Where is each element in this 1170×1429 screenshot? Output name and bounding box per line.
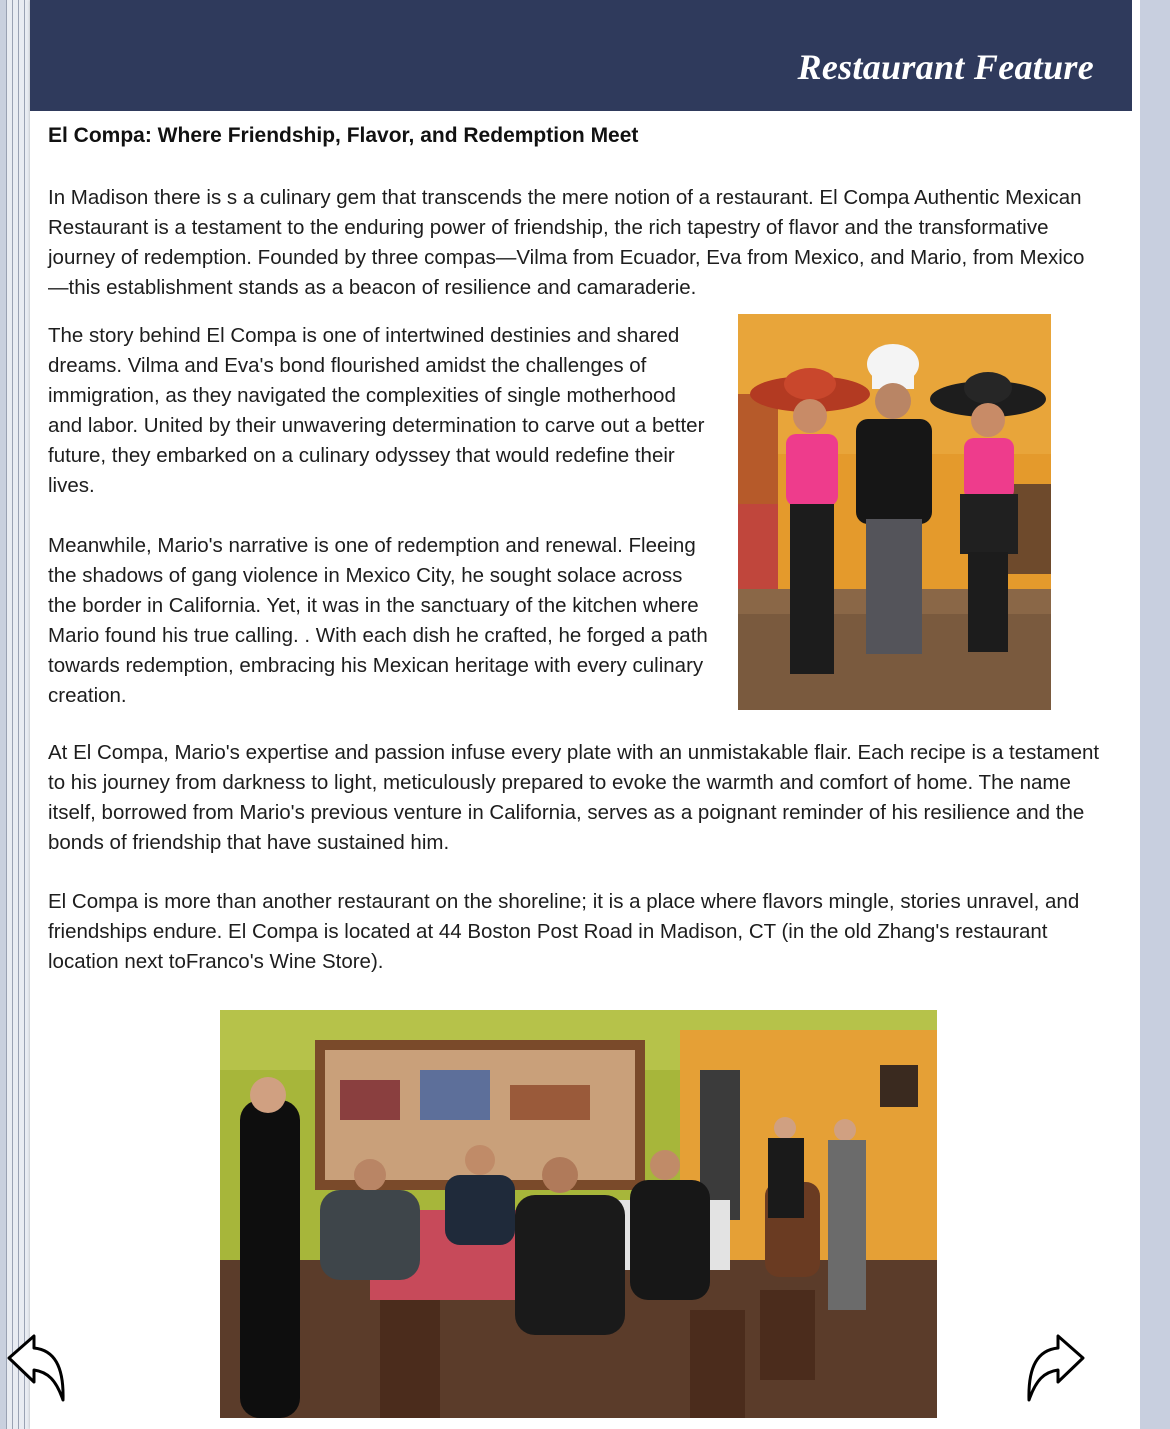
article-paragraph: At El Compa, Mario's expertise and passion infuse every plate with an unmistakable flair. Each recipe is a testament to his journey from darkness to light, meticulously prepared to evoke the warmth and comfort of home. The name itself, borrowed from Mario's previous venture in California, serves as a poignant reminder of his resilience and the bonds of friendship that have sustained him. (48, 741, 1100, 854)
dining-room-photo (220, 1010, 937, 1418)
article-paragraph: Meanwhile, Mario's narrative is one of redemption and renewal. Fleeing the shadows of gang violence in Mexico City, he sought solace across the border in California. Yet, it was in the sanctuary of the kitchen where Mario found his true calling. . With each dish he crafted, he forged a path towards redemption, embracing his Mexican heritage with every culinary creation. (48, 534, 708, 707)
article-paragraph: In Madison there is s a culinary gem that transcends the mere notion of a restaurant. El Compa Authentic Mexican Restaurant is a testament to the enduring power of friendship, the rich tapestry of flavor and the transformative journey of redemption. Founded by three compas—Vilma from Ecuador, Eva from Mexico, and Mario, from Mexico—this establishment stands as a beacon of resilience and camaraderie. (48, 186, 1085, 299)
curved-back-arrow-icon (6, 1330, 68, 1406)
owners-photo (738, 314, 1051, 710)
article-paragraph: The story behind El Compa is one of intertwined destinies and shared dreams. Vilma and Eva's bond flourished amidst the challenges of immigration, as they navigated the complexities of single motherhood and labor. United by their unwavering determination to carve out a better future, they embarked on a culinary odyssey that would redefine their lives. (48, 324, 705, 497)
magazine-page (30, 0, 1140, 1429)
article-headline: El Compa: Where Friendship, Flavor, and Redemption Meet (48, 124, 639, 147)
previous-page-button[interactable] (6, 1330, 68, 1406)
section-title: Restaurant Feature (797, 47, 1094, 87)
next-page-button[interactable] (1024, 1330, 1086, 1406)
curved-forward-arrow-icon (1024, 1330, 1086, 1406)
section-banner (30, 0, 1132, 111)
page-right-margin (1140, 0, 1170, 1429)
article-paragraph: El Compa is more than another restaurant on the shoreline; it is a place where flavors mingle, stories unravel, and friendships endure. El Compa is located at 44 Boston Post Road in Madison, CT (in the old Zhang's restaurant location next toFranco's Wine Store). (48, 890, 1080, 973)
